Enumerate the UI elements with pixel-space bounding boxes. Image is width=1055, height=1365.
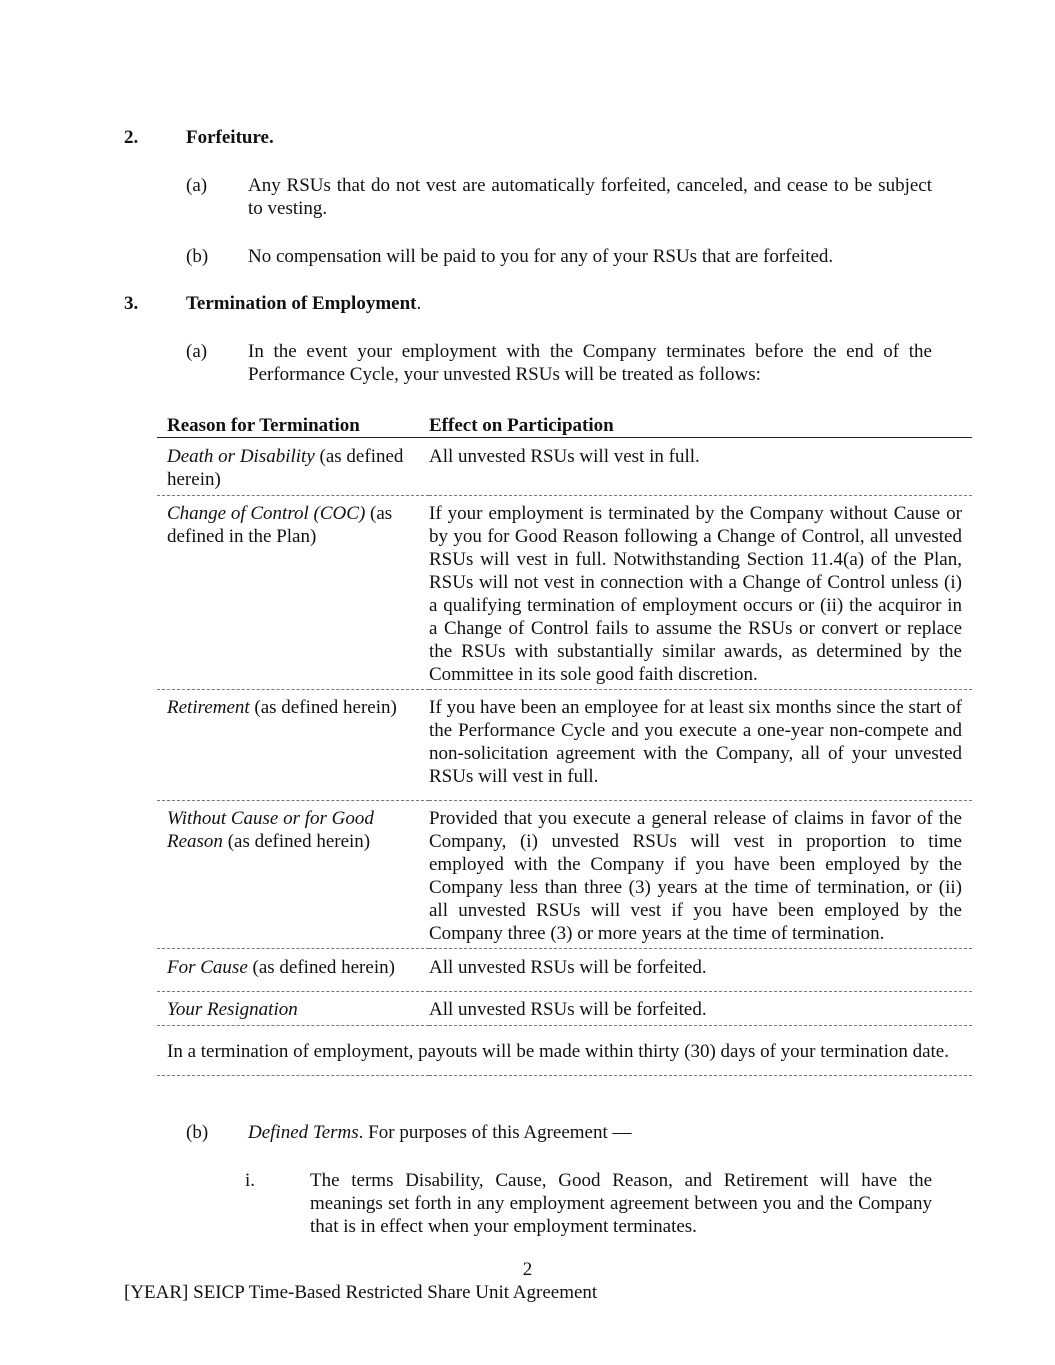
effect-cell: [429, 992, 972, 1026]
effect-cell: [429, 438, 972, 496]
section-3b-i-text: The terms Disability, Cause, Good Reason, and Retirement will have the meanings set forth in any employment agreement between you and the Company that is in effect when your employment terminates.: [310, 1170, 932, 1237]
section-2b-label: (b): [186, 246, 209, 267]
reason-rest: (as defined herein): [222, 831, 371, 852]
table-row: [157, 496, 972, 690]
effect-text: If your employment is terminated by the Company without Cause or by you for Good Reason following a Change of Control, all unvested RSUs will vest in full. Notwithstanding Section 11.4(a) of the Plan, RSUs will not vest in connection with a Change of Control unless (i) a qualifying termination of employment occurs or (ii) the acquiror in a Change of Control fails to assume the RSUs or convert or replace the RSUs with substantially similar awards, as determined by the Committee in its sole good faith discretion.: [429, 503, 962, 685]
section-2b-text: No compensation will be paid to you for any of your RSUs that are forfeited.: [248, 246, 834, 267]
reason-cell: [157, 949, 429, 992]
reason-italic: Death or Disability: [167, 446, 315, 467]
reason-italic: For Cause: [167, 957, 248, 978]
header-effect: Effect on Participation: [429, 414, 972, 438]
section-2a-text: Any RSUs that do not vest are automatically forfeited, canceled, and cease to be subject to vesting.: [248, 175, 932, 219]
page-number: 2: [522, 1259, 533, 1280]
section-3b-title: Defined Terms: [248, 1122, 359, 1143]
effect-cell: [429, 496, 972, 690]
reason-rest: (as defined herein): [167, 446, 404, 490]
table-row: [157, 949, 972, 992]
table-row: [157, 438, 972, 496]
section-3-number: 3.: [124, 293, 139, 314]
section-3-title-punct: .: [416, 293, 422, 314]
reason-cell: [157, 801, 429, 949]
section-3-title: Termination of Employment: [186, 293, 417, 314]
section-3b-rest: . For purposes of this Agreement —: [358, 1122, 632, 1143]
header-reason: Reason for Termination: [157, 414, 429, 438]
section-3a-label: (a): [186, 341, 208, 362]
table-note-row: [157, 1026, 972, 1076]
reason-cell: [157, 690, 429, 801]
table-row: [157, 992, 972, 1026]
reason-cell: [157, 992, 429, 1026]
section-2a-label: (a): [186, 175, 208, 196]
reason-cell: [157, 496, 429, 690]
effect-cell: [429, 801, 972, 949]
table-row: [157, 801, 972, 949]
reason-rest: (as defined herein): [247, 957, 395, 978]
reason-italic: Retirement: [167, 697, 250, 718]
section-3b-i-label: i.: [245, 1170, 256, 1191]
table-note-cell: [157, 1026, 972, 1076]
table-note: In a termination of employment, payouts will be made within thirty (30) days of your termination date.: [167, 1041, 949, 1062]
table-header-row: [157, 414, 972, 438]
effect-text: If you have been an employee for at least six months since the start of the Performance Cycle and you execute a one-year non-compete and non-solicitation agreement with the Company, all of your unvested RSUs will vest in full.: [429, 697, 962, 787]
section-3a-text: In the event your employment with the Company terminates before the end of the Performance Cycle, your unvested RSUs will be treated as follows:: [248, 341, 932, 385]
reason-italic: Without Cause or for Good Reason: [167, 808, 374, 852]
reason-rest: (as defined in the Plan): [167, 503, 393, 547]
reason-rest: (as defined herein): [249, 697, 397, 718]
reason-italic: Change of Control (COC): [167, 503, 366, 524]
effect-cell: [429, 949, 972, 992]
section-3b-label: (b): [186, 1122, 209, 1143]
table-row: [157, 690, 972, 801]
effect-text: All unvested RSUs will be forfeited.: [429, 999, 707, 1020]
section-2-title: Forfeiture.: [186, 127, 274, 148]
termination-table: [157, 414, 972, 1076]
footer-title: [YEAR] SEICP Time-Based Restricted Share Unit Agreement: [124, 1282, 598, 1303]
section-3b-text: [248, 1121, 632, 1144]
section-3-heading: [186, 292, 421, 315]
section-2-number: 2.: [124, 127, 139, 148]
effect-text: All unvested RSUs will vest in full.: [429, 446, 700, 467]
reason-cell: [157, 438, 429, 496]
effect-text: All unvested RSUs will be forfeited.: [429, 957, 707, 978]
reason-italic: Your Resignation: [167, 999, 298, 1020]
effect-text: Provided that you execute a general release of claims in favor of the Company, (i) unvested RSUs will vest in proportion to time employed with the Company if you have been employed by the Company less than three (3) years at the time of termination, or (ii) all unvested RSUs will vest if you have been employed by the Company three (3) or more years at the time of termination.: [429, 808, 962, 944]
effect-cell: [429, 690, 972, 801]
